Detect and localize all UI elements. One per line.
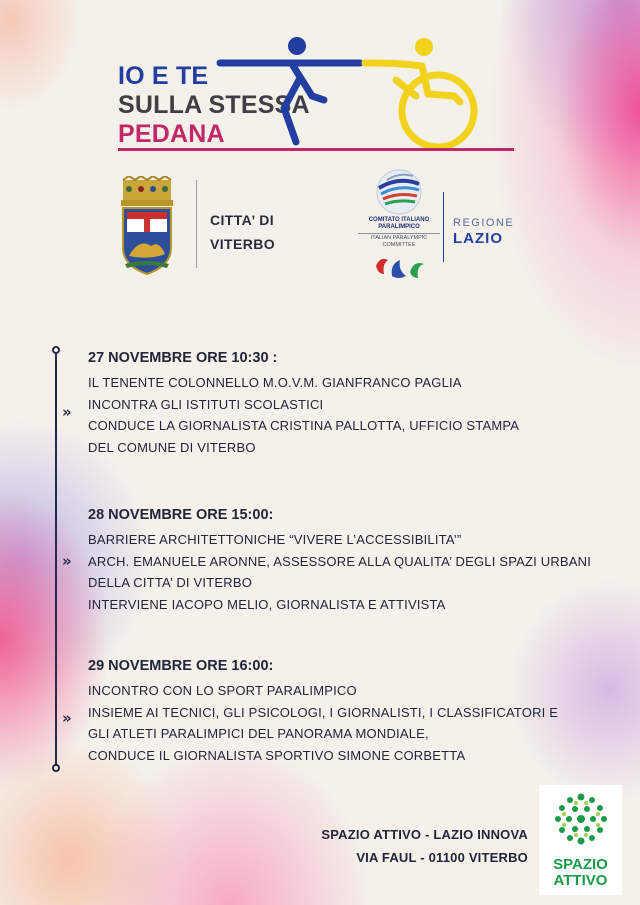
citta-line-2: VITERBO <box>210 236 276 252</box>
timeline-line <box>55 351 57 769</box>
citta-line-1: CITTA’ DI <box>210 212 275 228</box>
event-item <box>88 348 519 458</box>
event-line: INCONTRO CON LO SPORT PARALIMPICO <box>88 683 357 698</box>
event-line: DELLA CITTA’ DI VITERBO <box>88 575 253 591</box>
logo-underline <box>118 148 514 151</box>
spazio-attivo-dots-icon <box>550 791 612 853</box>
event-line: GLI ATLETI PARALIMPICI DEL PANORAMA MONDIALE, <box>88 726 429 742</box>
citta-di-viterbo-label <box>210 208 275 256</box>
event-line: BARRIERE ARCHITETTONICHE “VIVERE L’ACCESSIBILITA’” <box>88 532 462 547</box>
event-line: INSIEME AI TECNICI, GLI PSICOLOGI, I GIORNALISTI, I CLASSIFICATORI E <box>88 704 559 720</box>
regione-line-1: REGIONE <box>453 217 515 229</box>
spazio-attivo-wordmark <box>539 857 622 889</box>
cip-globe-icon <box>369 166 429 216</box>
timeline-start-dot <box>52 346 60 354</box>
event-date: 27 NOVEMBRE ORE 10:30 : <box>88 350 278 366</box>
event-line: DEL COMUNE DI VITERBO <box>88 439 256 455</box>
brand-line-1: SPAZIO <box>553 856 608 873</box>
logo-line-3: PEDANA <box>118 120 225 148</box>
event-line: CONDUCE IL GIORNALISTA SPORTIVO SIMONE CORBETTA <box>88 747 466 763</box>
partner-divider <box>196 180 197 268</box>
event-line: INCONTRA GLI ISTITUTI SCOLASTICI <box>88 396 324 412</box>
regione-line-2: LAZIO <box>453 230 503 247</box>
event-line: ARCH. EMANUELE ARONNE, ASSESSORE ALLA QUALITA’ DEGLI SPAZI URBANI <box>88 553 592 569</box>
fencers-logo-icon <box>200 30 520 152</box>
paralympic-agitos-icon <box>370 252 428 284</box>
cip-name <box>358 217 440 249</box>
event-item <box>88 656 558 766</box>
partner-divider-2 <box>443 192 444 262</box>
viterbo-crest-icon <box>117 176 177 276</box>
event-line: CONDUCE LA GIORNALISTA CRISTINA PALLOTTA, UFFICIO STAMPA <box>88 418 520 434</box>
event-line: INTERVIENE IACOPO MELIO, GIORNALISTA E ATTIVISTA <box>88 596 446 612</box>
logo-line-1: IO E TE <box>118 62 209 90</box>
cip-name-it: COMITATO ITALIANO PARALIMPICO <box>368 217 430 230</box>
timeline-end-dot <box>52 764 60 772</box>
event-date: 28 NOVEMBRE ORE 15:00: <box>88 507 274 523</box>
logo-line-2: SULLA STESSA <box>118 91 310 119</box>
event-line: IL TENENTE COLONNELLO M.O.V.M. GIANFRANCO PAGLIA <box>88 375 462 390</box>
venue-address <box>321 823 528 869</box>
event-date: 29 NOVEMBRE ORE 16:00: <box>88 658 274 674</box>
address-line-1: SPAZIO ATTIVO - LAZIO INNOVA <box>321 827 528 842</box>
timeline-chevron-icon: » <box>62 709 72 727</box>
cip-name-en: ITALIAN PARALYMPIC COMMITTEE <box>358 233 440 249</box>
regione-lazio-logo <box>453 216 514 248</box>
brand-line-2: ATTIVO <box>553 872 608 889</box>
timeline-chevron-icon: » <box>62 403 72 421</box>
address-line-2: VIA FAUL - 01100 VITERBO <box>356 850 528 865</box>
timeline-chevron-icon: » <box>62 552 72 570</box>
event-item <box>88 505 591 615</box>
